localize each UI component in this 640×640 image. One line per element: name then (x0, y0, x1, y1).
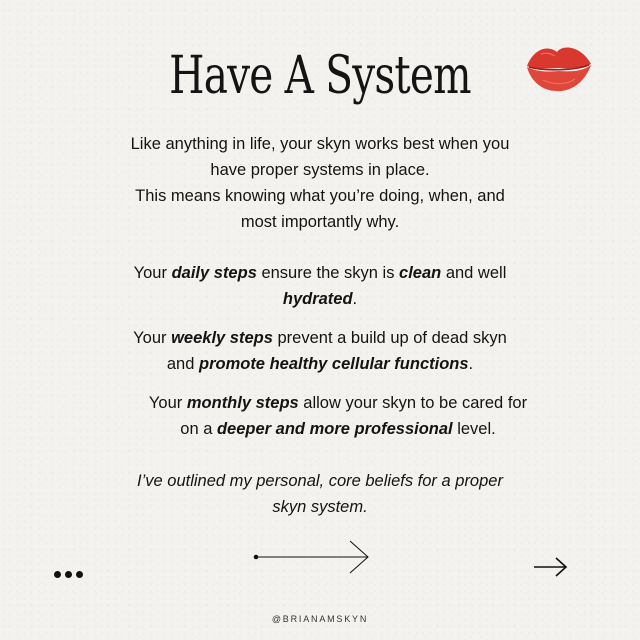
intro-line: This means knowing what you’re doing, when, and (135, 187, 505, 205)
intro-line: have proper systems in place. (210, 161, 430, 179)
page-title: Have A System (169, 46, 471, 106)
monthly-steps-emphasis: monthly steps (186, 394, 299, 412)
text-run: . (468, 355, 474, 373)
dot (76, 571, 83, 578)
monthly-steps-paragraph (118, 390, 558, 442)
text-run: allow your skyn to be cared for (298, 394, 528, 412)
deeper-emphasis: deeper and more professional (216, 420, 453, 438)
promote-emphasis: promote healthy cellular functions (198, 355, 469, 373)
closing-line: I’ve outlined my personal, core beliefs for a proper (137, 472, 503, 490)
text-run: ensure the skyn is (256, 264, 400, 282)
intro-paragraph (100, 131, 540, 235)
dot (54, 571, 61, 578)
intro-line: most importantly why. (240, 213, 400, 231)
closing-paragraph (110, 468, 530, 520)
weekly-steps-paragraph (110, 325, 530, 377)
text-run: on a (180, 420, 217, 438)
text-run: Your (133, 329, 172, 347)
arrow-right-icon[interactable] (532, 555, 570, 579)
closing-line: skyn system. (272, 498, 368, 516)
text-run: Your (133, 264, 172, 282)
text-run: and (166, 355, 199, 373)
hydrated-emphasis: hydrated (282, 290, 353, 308)
intro-line: Like anything in life, your skyn works best when you (130, 135, 510, 153)
clean-emphasis: clean (399, 264, 442, 282)
more-dots-icon[interactable] (54, 565, 87, 583)
weekly-steps-emphasis: weekly steps (171, 329, 273, 347)
text-run: Your (148, 394, 187, 412)
lips-icon (523, 42, 595, 94)
account-handle: @BRIANAMSKYN (271, 614, 369, 624)
long-arrow-right-icon (252, 539, 374, 575)
dot (65, 571, 72, 578)
text-run: level. (452, 420, 496, 438)
text-run: prevent a build up of dead skyn (272, 329, 507, 347)
daily-steps-paragraph (110, 260, 530, 312)
daily-steps-emphasis: daily steps (171, 264, 257, 282)
text-run: . (352, 290, 358, 308)
text-run: and well (441, 264, 507, 282)
